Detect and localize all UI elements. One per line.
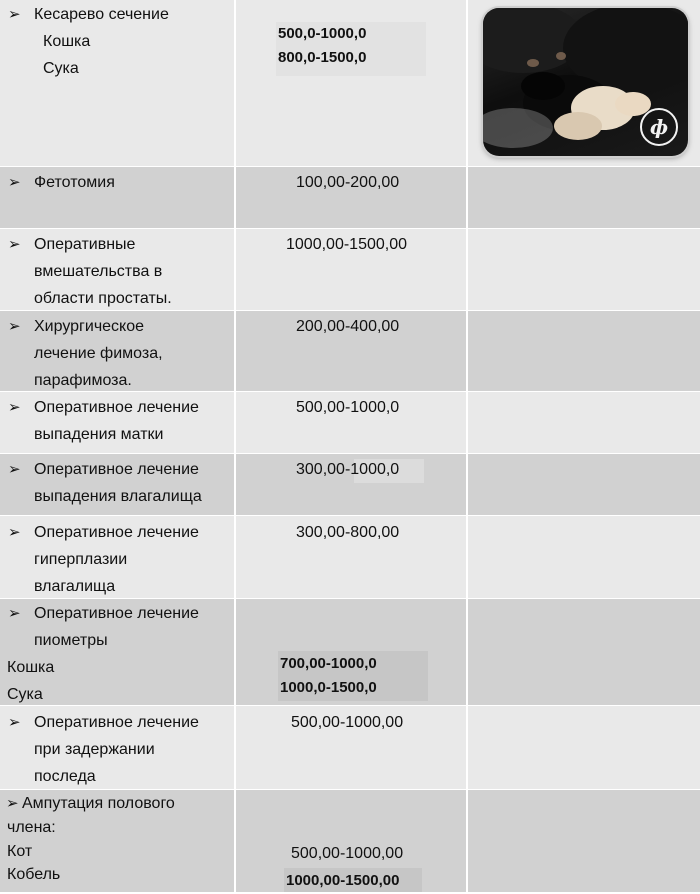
price-value: 100,00-200,00 (296, 174, 400, 191)
price-value: 500,00-1000,00 (291, 714, 404, 731)
service-cell (0, 516, 236, 598)
arrow-bullet-icon: ➢ (8, 6, 21, 23)
service-title-line: гиперплазии (34, 551, 128, 568)
price-cell (236, 454, 468, 515)
table-row (0, 599, 700, 706)
arrow-bullet-icon: ➢ (8, 714, 21, 731)
service-title-line: Ампутация полового (22, 795, 175, 812)
empty-cell (468, 167, 700, 228)
service-title-line: области простаты. (34, 290, 172, 307)
service-title-line: лечение фимоза, (34, 345, 163, 362)
service-title-line: Оперативное лечение (34, 399, 199, 416)
service-cell (0, 599, 236, 705)
service-title-line: Оперативное лечение (34, 714, 199, 731)
service-title-line: выпадения матки (34, 426, 164, 443)
newborn-puppies-photo (483, 8, 688, 156)
arrow-bullet-icon: ➢ (8, 318, 21, 335)
service-title-line: пиометры (34, 632, 108, 649)
service-cell (0, 706, 236, 789)
price-value: 1000,00-1500,00 (286, 872, 400, 889)
service-title-line: Кесарево сечение (34, 6, 169, 23)
empty-cell (468, 454, 700, 515)
service-title-line: члена: (7, 819, 56, 836)
table-row (0, 392, 700, 454)
service-subitem: Кошка (7, 659, 55, 676)
service-subitem: Сука (43, 60, 79, 77)
service-subitem: Кобель (7, 866, 61, 883)
price-value: 200,00-400,00 (296, 318, 400, 335)
price-cell (236, 392, 468, 453)
service-title-line: вмешательства в (34, 263, 163, 280)
service-title-line: парафимоза. (34, 372, 132, 389)
service-title-line: Оперативные (34, 236, 136, 253)
service-cell (0, 229, 236, 310)
price-cell (236, 599, 468, 705)
price-value: 500,00-1000,0 (296, 399, 400, 416)
arrow-bullet-icon: ➢ (8, 174, 21, 191)
price-value: 500,00-1000,00 (291, 845, 404, 862)
price-cell (236, 229, 468, 310)
service-title-line: при задержании (34, 741, 155, 758)
empty-cell (468, 516, 700, 598)
price-cell (236, 516, 468, 598)
empty-cell (468, 790, 700, 892)
price-value: 500,0-1000,0 (278, 25, 367, 42)
arrow-bullet-icon: ➢ (8, 524, 21, 541)
logo-icon: ф (640, 108, 678, 146)
service-title-line: Фетотомия (34, 174, 115, 191)
price-value: 300,00-800,00 (296, 524, 400, 541)
service-cell (0, 311, 236, 391)
table-row (0, 229, 700, 311)
table-row (0, 516, 700, 599)
service-title-line: выпадения влагалища (34, 488, 202, 505)
service-title-line: Хирургическое (34, 318, 145, 335)
service-cell (0, 392, 236, 453)
price-cell (236, 706, 468, 789)
empty-cell (468, 392, 700, 453)
table-row (0, 167, 700, 229)
service-title-line: Оперативное лечение (34, 605, 199, 622)
table-row (0, 311, 700, 392)
price-value: 1000,00-1500,00 (286, 236, 407, 253)
price-cell (236, 790, 468, 892)
service-title-line: влагалища (34, 578, 116, 595)
arrow-bullet-icon: ➢ (8, 461, 21, 478)
price-value: 700,00-1000,0 (280, 655, 377, 672)
arrow-bullet-icon: ➢ (8, 605, 21, 622)
service-title-line: Оперативное лечение (34, 461, 199, 478)
service-cell (0, 0, 236, 166)
price-value: 800,0-1500,0 (278, 49, 367, 66)
table-row (0, 790, 700, 892)
price-cell (236, 311, 468, 391)
price-cell (236, 167, 468, 228)
service-subitem: Сука (7, 686, 43, 703)
service-title-line: последа (34, 768, 96, 785)
empty-cell (468, 229, 700, 310)
price-value: 1000,0-1500,0 (280, 679, 377, 696)
table-row (0, 454, 700, 516)
service-title-line: Оперативное лечение (34, 524, 199, 541)
price-value: 300,00-1000,0 (296, 461, 400, 478)
service-cell (0, 790, 236, 892)
service-subitem: Кошка (43, 33, 91, 50)
table-row (0, 0, 700, 167)
table-row (0, 706, 700, 790)
service-cell (0, 167, 236, 228)
empty-cell (468, 311, 700, 391)
arrow-bullet-icon: ➢ (6, 795, 19, 812)
price-cell (236, 0, 468, 166)
empty-cell (468, 706, 700, 789)
arrow-bullet-icon: ➢ (8, 236, 21, 253)
service-cell (0, 454, 236, 515)
empty-cell (468, 599, 700, 705)
arrow-bullet-icon: ➢ (8, 399, 21, 416)
service-subitem: Кот (7, 843, 33, 860)
